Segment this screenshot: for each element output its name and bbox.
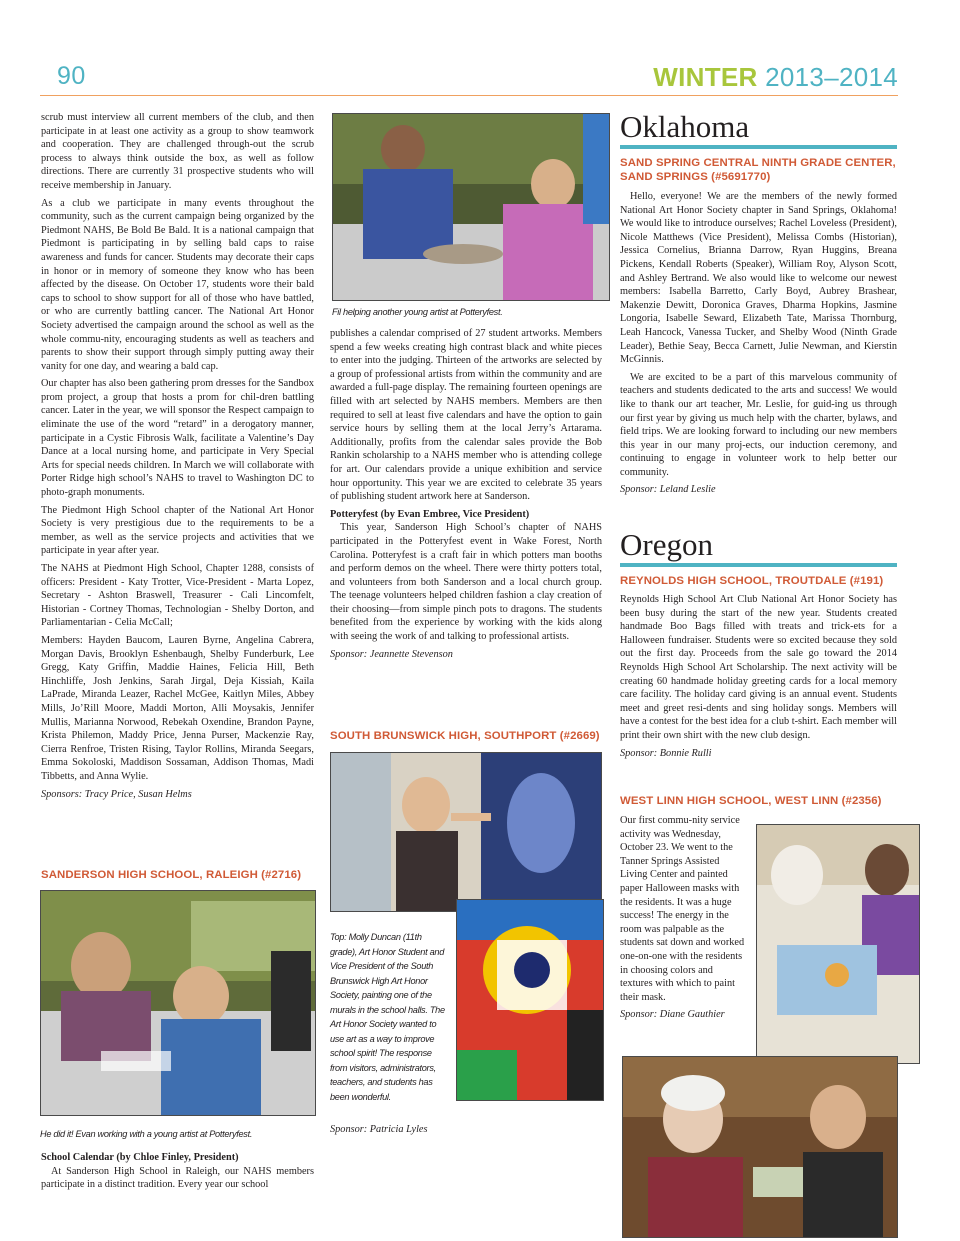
state-rule bbox=[620, 145, 897, 149]
photo-potteryfest-fil bbox=[332, 113, 610, 301]
sanderson-heading: SANDERSON HIGH SCHOOL, RALEIGH (#2716) bbox=[41, 869, 302, 881]
column-left bbox=[41, 111, 314, 801]
paragraph: The Piedmont High School chapter of the National Art Honor Society is very prestigious due to the requirements to be a member, as well as the service projects and activities that we participate in year after year. bbox=[41, 504, 314, 557]
west-linn-heading: WEST LINN HIGH SCHOOL, WEST LINN (#2356) bbox=[620, 795, 882, 807]
state-rule bbox=[620, 563, 897, 567]
photo-mask-painting bbox=[756, 824, 920, 1064]
column-right bbox=[620, 110, 897, 497]
issue-title bbox=[653, 62, 898, 93]
state-title-oregon: Oregon bbox=[620, 527, 713, 562]
paragraph: As a club we participate in many events throughout the community, such as the current campaign being organized by the Piedmont NAHS, Be Bold Be Bald. It is a national campaign that Piedmont is participating in by selling bald caps to raise awareness and funds for cancer. Students may decorate their caps in honor or in memory of someone they know who has been affected by the disease. On October 17, students wore their bald caps to school to show support for all of those who have battled, or who are currently battling cancer. The National Art Honor Society advertised the campaign around the school as well as the whole commu-nity, encouraging students as well as teachers and parents to show their support through simply putting away their vanity for one day, and wearing a bald cap. bbox=[41, 197, 314, 372]
paragraph: This year, Sanderson High School’s chapter of NAHS participated in the Potteryfest event in Wake Forest, North Carolina. Potteryfest is a craft fair in which potters man booths and perform demos on the wheel. There were thirty potters total, and volunteers from both Sanderson and a local church group. The teenage volunteers helped children fashion a clay creation of their choosing—from simple pinch pots to dragons. The students benefited from the experience by working with the kids along with seeing the work of and talking to professional artists. bbox=[330, 522, 602, 643]
column-middle bbox=[330, 327, 602, 661]
sponsor-line: Sponsor: Bonnie Rulli bbox=[620, 747, 712, 759]
paragraph: Our first commu-nity service activity was Wednesday, October 23. We went to the Tanner Springs Assisted Living Center and painted paper Halloween masks with the residents. It was a huge success! The energy in the room was palpable as the students sat down and worked one-on-one with the residents in choosing colors and textures with which to paint their mask. bbox=[620, 815, 745, 1003]
paragraph: The NAHS at Piedmont High School, Chapter 1288, consists of officers: President - Katy Trotter, Vice-President - Marta Lopez, Secretary - Ashton Braswell, Treasurer - Cali Lincomfelt, Historian - Cortney Thomas, Technologian - Shelby Dorton, and Parliamentarian - Celia McCall; bbox=[41, 563, 314, 629]
oregon-section bbox=[620, 528, 897, 760]
sand-springs-heading-1: SAND SPRING CENTRAL NINTH GRADE CENTER, bbox=[620, 157, 896, 169]
paragraph: Hello, everyone! We are the members of the newly formed National Art Honor Society chapter in Sand Springs, Oklahoma! We would like to introduce ourselves; Rachel Loveless (President), Nicole Matthews (Vice President), Melissa Combs (Historian), Jessica Cornelius, Brianna Darrow, Ryan Huggins, Breana Pickens, Kendall Roberts (Speaker), William Roy, Alyson Scott, and Ashley Bertrand. We also would like to welcome our newest members: Isabella Barretto, Carly Boyd, Aubrey Brashear, Makenzie Dewitt, Doronica Graves, Dharma Hopkins, Jasmine Longoria, Isabelle Seward, Elizabeth Tate, Marissa Thornburg, Leah Hancock, Vanessa Tucker, and Shelby Wood (Ninth Grade Leader), Bethie Seay, Becca Carnett, Julie Newman, and Kierstin McGinnis. bbox=[620, 191, 897, 366]
potteryfest-heading: Potteryfest (by Evan Embree, Vice President) bbox=[330, 508, 530, 520]
state-title-oklahoma: Oklahoma bbox=[620, 109, 750, 144]
issue-years: 2013–2014 bbox=[765, 62, 898, 92]
calendar-heading: School Calendar (by Chloe Finley, President) bbox=[41, 1152, 239, 1163]
issue-season: WINTER bbox=[653, 62, 758, 92]
page-number: 90 bbox=[57, 62, 86, 90]
paragraph: publishes a calendar comprised of 27 student artworks. Members spend a few weeks creating high contrast black and white pieces to enter into the judging. Thirteen of the artworks are selected by a group of professional artists from within the community and are awarded a full-page display. The remaining fourteen openings are filled with art selected by NAHS members. Members are then required to sell at least five calendars and have the option to gain service hours by selling them at the local Jerry’s Artarama. Additionally, profits from the calendar sales provide the Bob Rankin scholarship to a NAHS member who is attending college for art. Our calendars provide a unique exhibition and service hour opportunity. This year we are excited to celebrate 35 years of publishing student artwork here at Sanderson. bbox=[330, 328, 602, 503]
paragraph: At Sanderson High School in Raleigh, our NAHS members participate in a distinct tradition. Every year our school bbox=[41, 1165, 314, 1191]
paragraph: Reynolds High School Art Club National Art Honor Society has been busy during the start of the new year. Students created handmade Boo Bags filled with treats and trick-ets for a Halloween fundraiser. Students were so excited because they sold out the first day. Proceeds from the sale go toward the 2014 Reynolds High School Art Scholarship. The next activity will be creating 60 handmade holiday greeting cards for a local memory care facility. The holiday card giving is an annual event. Students meet and greet resi-dents and sing holiday songs. Members will have a contest for the best idea for a club t-shirt. Each member will print their own shirt with the new club design. bbox=[620, 594, 897, 741]
photo-potteryfest-evan bbox=[40, 890, 316, 1116]
photo-caption: He did it! Evan working with a young artist at Potteryfest. bbox=[40, 1129, 253, 1139]
sponsor-line: Sponsors: Tracy Price, Susan Helms bbox=[41, 788, 192, 800]
sponsor-line: Sponsor: Jeannette Stevenson bbox=[330, 648, 453, 660]
photo-residents-students bbox=[622, 1056, 898, 1238]
photo-caption: Fil helping another young artist at Potteryfest. bbox=[332, 307, 503, 317]
reynolds-heading: REYNOLDS HIGH SCHOOL, TROUTDALE (#191) bbox=[620, 575, 884, 587]
sponsor-line: Sponsor: Diane Gauthier bbox=[620, 1009, 725, 1021]
header-rule bbox=[40, 95, 898, 96]
sand-springs-heading-2: SAND SPRINGS (#5691770) bbox=[620, 171, 771, 183]
calendar-section bbox=[41, 1151, 314, 1196]
photo-colorful-mural bbox=[456, 899, 604, 1101]
southport-heading: SOUTH BRUNSWICK HIGH, SOUTHPORT (#2669) bbox=[330, 730, 600, 742]
paragraph: Members: Hayden Baucom, Lauren Byrne, Angelina Cabrera, Morgan Davis, Brooklyn Eshenbaugh, Shelby Funderburk, Lee Gregg, Katy Griffin, Maddie Haines, Felicia Hill, Beth Hinchliffe, Josh Jenkins, Sarah Jirgal, Deja Kissiah, Kaila LaPrade, Miranda Leazer, Rachel McGee, Kaitlyn Miles, Abbey Mills, Jo’Rill Moore, Maddi Morton, Alli Moysakis, Jennifer Mullis, Marianna Norwood, Rebekah Oxendine, Brandon Payne, Krista Philemon, Maddy Price, Jenna Purser, Mackenzie Ray, Cierra Renfroe, Tristen Rising, Taylor Rollins, Miranda Seegars, Emma Sokoloski, Maddison Sossaman, Addison Thomas, Madi Tibbetts, and Anna Wylie. bbox=[41, 634, 314, 782]
mural-caption: Top: Molly Duncan (11th grade), Art Honor Student and Vice President of the South Brunswick High Art Honor Society, painting one of the murals in the school halls. The Art Honor Society wanted to use art as a way to improve school spirit! The response from visitors, administrators, teachers, and students has been wonderful. bbox=[330, 932, 445, 1102]
paragraph: We are excited to be a part of this marvelous community of teachers and students dedicated to the arts and success! We would like to thank our art teacher, Mr. Leslie, for guid-ing us through our first year by giving us much help with the charter, bylaws, and field trips. We are looking forward to including our new members this year in our many proj-ects, our induction ceremony, and continuing to engage in volunteer work to help better our community. bbox=[620, 371, 897, 478]
paragraph: Our chapter has also been gathering prom dresses for the Sandbox prom project, a group that hosts a prom for chil-dren battling cancer. Later in the year, we will sponsor the Respect campaign to eliminate the use of the word “retard” in a derogatory manner, participate in a Cystic Fibrosis Walk, facilitate a Valentine’s Day Dance at a local nursing home, and participate in Very Special Arts for special needs children. In March we will collaborate with Porter Ridge high school’s NAHS to travel to Washington DC to photo-graph monuments. bbox=[41, 378, 314, 499]
sponsor-line: Sponsor: Leland Leslie bbox=[620, 484, 716, 496]
paragraph: scrub must interview all current members of the club, and then participate in at least one activity as a group to show teamwork and cooperation. They are challenged through-out the scrub process to always think outside the box, as well as follow directions. There are currently 31 prospective students who will receive membership in January. bbox=[41, 112, 314, 191]
sponsor-line: Sponsor: Patricia Lyles bbox=[330, 1124, 428, 1135]
photo-mural-painting bbox=[330, 752, 602, 912]
west-linn-text bbox=[620, 814, 748, 1022]
